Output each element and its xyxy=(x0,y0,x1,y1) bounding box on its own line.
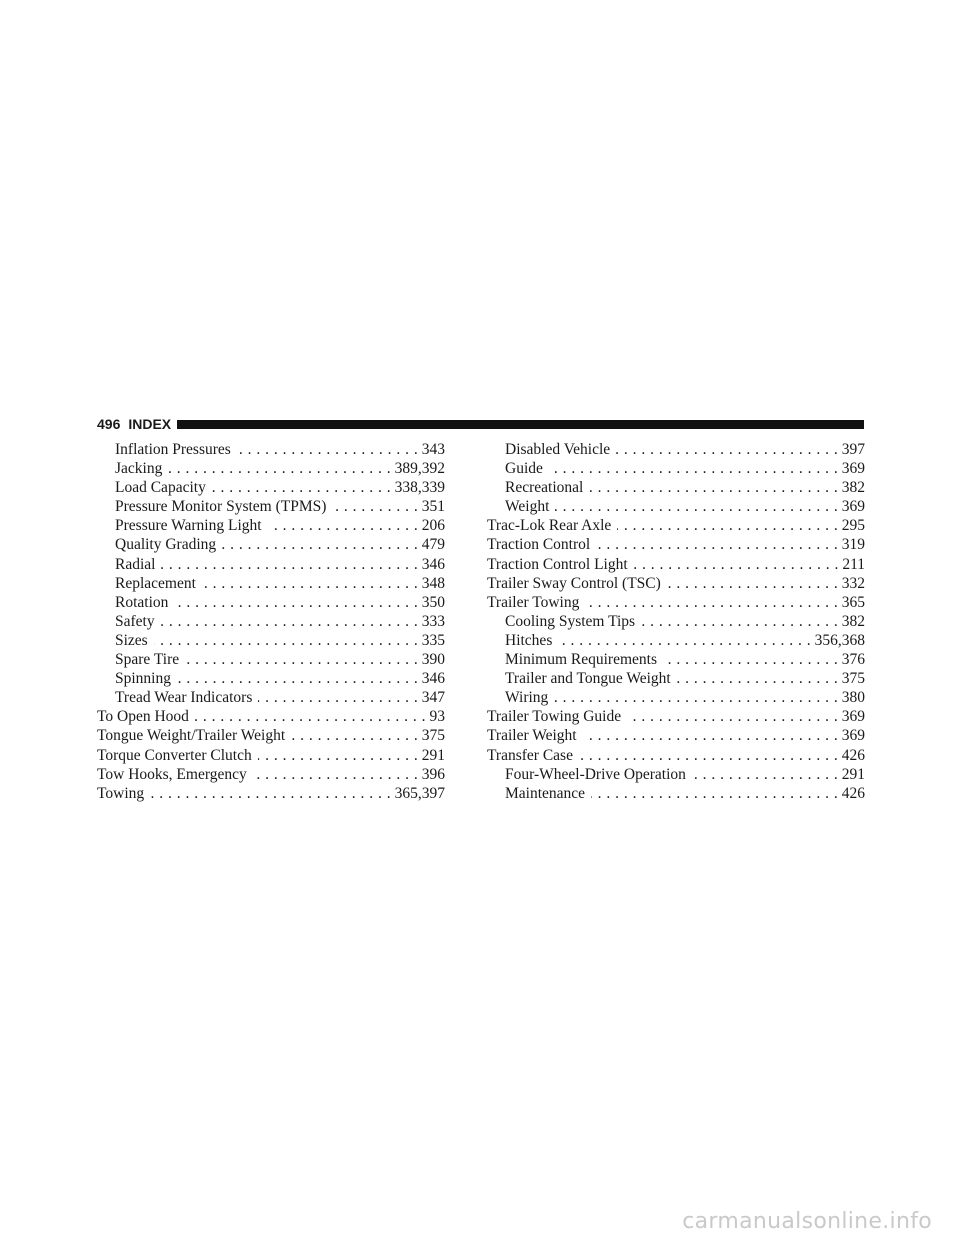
index-page-ref: 348 xyxy=(421,574,445,592)
index-page-ref: 380 xyxy=(841,689,865,707)
dot-leader xyxy=(150,784,390,803)
index-term: Pressure Monitor System (TPMS) xyxy=(115,498,327,516)
index-page-ref: 343 xyxy=(421,441,445,458)
index-term: Trailer Weight xyxy=(487,727,577,745)
dot-leader xyxy=(154,631,418,650)
index-page-ref: 382 xyxy=(841,612,865,630)
index-column-right xyxy=(487,440,865,803)
index-entry xyxy=(97,459,445,478)
index-term: Safety xyxy=(115,612,155,630)
index-entry xyxy=(487,535,865,554)
index-term: Trailer Sway Control (TSC) xyxy=(487,574,661,592)
dot-leader xyxy=(617,516,837,535)
index-term: Spinning xyxy=(115,670,171,688)
index-page-ref: 93 xyxy=(429,708,445,726)
index-term: Inflation Pressures xyxy=(115,441,231,458)
index-term: Trailer Towing xyxy=(487,593,580,611)
dot-leader xyxy=(583,726,838,745)
index-term: Hitches xyxy=(505,631,553,649)
index-entry xyxy=(97,535,445,554)
index-page-ref: 396 xyxy=(421,765,445,783)
index-term: Cooling System Tips xyxy=(505,612,636,630)
dot-leader xyxy=(589,478,837,497)
index-page-ref: 356,368 xyxy=(814,631,865,649)
index-page-ref: 479 xyxy=(421,536,445,554)
index-page-ref: 397 xyxy=(841,441,865,458)
index-entry xyxy=(487,516,865,535)
dot-leader xyxy=(291,726,418,745)
index-column-left xyxy=(97,440,445,803)
dot-leader xyxy=(253,765,418,784)
dot-leader xyxy=(555,497,837,516)
watermark: carmanualsonline.info xyxy=(682,1209,932,1234)
index-entry xyxy=(487,612,865,631)
dot-leader xyxy=(616,440,838,459)
index-page-ref: 332 xyxy=(841,574,865,592)
index-entry xyxy=(97,669,445,688)
index-term: Transfer Case xyxy=(487,746,573,764)
index-page-ref: 346 xyxy=(421,555,445,573)
index-entry xyxy=(97,555,445,574)
dot-leader xyxy=(168,459,390,478)
dot-leader xyxy=(258,746,418,765)
index-page-ref: 206 xyxy=(421,517,445,535)
index-page-ref: 376 xyxy=(841,651,865,669)
index-term: Sizes xyxy=(115,631,148,649)
index-page-ref: 375 xyxy=(841,670,865,688)
index-term: Torque Converter Clutch xyxy=(97,746,252,764)
index-term: To Open Hood xyxy=(97,708,189,726)
index-term: Rotation xyxy=(115,593,169,611)
index-entry xyxy=(97,726,445,745)
index-entry xyxy=(97,631,445,650)
index-page-ref: 211 xyxy=(842,555,865,573)
dot-leader xyxy=(237,440,418,459)
index-entry xyxy=(97,574,445,593)
dot-leader xyxy=(212,478,391,497)
dot-leader xyxy=(667,574,838,593)
index-page-ref: 375 xyxy=(421,727,445,745)
index-entry xyxy=(487,478,865,497)
dot-leader xyxy=(202,574,418,593)
index-entry xyxy=(487,440,865,459)
index-page-ref: 333 xyxy=(421,612,445,630)
dot-leader xyxy=(677,669,838,688)
index-entry xyxy=(487,555,865,574)
index-entry xyxy=(487,726,865,745)
dot-leader xyxy=(627,707,838,726)
index-term: Four-Wheel-Drive Operation xyxy=(505,765,686,783)
index-page-ref: 291 xyxy=(421,746,445,764)
index-entry xyxy=(97,497,445,516)
index-term: Tongue Weight/Trailer Weight xyxy=(97,727,286,745)
index-term: Weight xyxy=(505,498,550,516)
index-entry xyxy=(487,650,865,669)
index-term: Wiring xyxy=(505,689,549,707)
index-term: Tread Wear Indicators xyxy=(115,689,253,707)
index-page-ref: 319 xyxy=(841,536,865,554)
index-page-ref: 365 xyxy=(841,593,865,611)
index-page-ref: 335 xyxy=(421,631,445,649)
index-page-ref: 350 xyxy=(421,593,445,611)
index-term: Trailer Towing Guide xyxy=(487,708,622,726)
index-entry xyxy=(487,707,865,726)
index-entry xyxy=(487,688,865,707)
dot-leader xyxy=(692,765,838,784)
index-page-ref: 351 xyxy=(421,498,445,516)
dot-leader xyxy=(332,497,417,516)
index-entry xyxy=(97,650,445,669)
dot-leader xyxy=(554,688,837,707)
index-entry xyxy=(97,746,445,765)
index-term: Disabled Vehicle xyxy=(505,441,611,458)
dot-leader xyxy=(185,650,418,669)
index-entry xyxy=(97,478,445,497)
index-page-ref: 369 xyxy=(841,498,865,516)
index-entry xyxy=(97,765,445,784)
index-term: Towing xyxy=(97,784,145,802)
header-rule xyxy=(177,420,864,429)
index-term: Trac-Lok Rear Axle xyxy=(487,517,612,535)
index-term: Load Capacity xyxy=(115,479,206,497)
index-page-ref: 365,397 xyxy=(394,784,445,802)
dot-leader xyxy=(549,459,838,478)
index-page-ref: 426 xyxy=(841,746,865,764)
index-entry xyxy=(97,688,445,707)
index-page-ref: 295 xyxy=(841,517,865,535)
index-entry xyxy=(487,459,865,478)
index-entry xyxy=(97,612,445,631)
index-entry xyxy=(487,746,865,765)
index-term: Replacement xyxy=(115,574,196,592)
index-entry xyxy=(97,707,445,726)
index-entry xyxy=(487,669,865,688)
index-page-ref: 369 xyxy=(841,727,865,745)
dot-leader xyxy=(634,555,839,574)
section-title: INDEX xyxy=(128,416,172,432)
index-page-ref: 390 xyxy=(421,651,445,669)
dot-leader xyxy=(161,555,417,574)
index-page-ref: 347 xyxy=(421,689,445,707)
index-term: Guide xyxy=(505,460,543,478)
index-page-ref: 346 xyxy=(421,670,445,688)
index-term: Spare Tire xyxy=(115,651,180,669)
index-term: Traction Control Light xyxy=(487,555,628,573)
dot-leader xyxy=(174,593,417,612)
page-header xyxy=(97,415,864,433)
index-entry xyxy=(97,593,445,612)
page-number: 496 xyxy=(97,416,121,432)
index-term: Tow Hooks, Emergency xyxy=(97,765,247,783)
dot-leader xyxy=(258,688,417,707)
dot-leader xyxy=(596,535,838,554)
dot-leader xyxy=(591,784,838,803)
index-page-ref: 426 xyxy=(841,784,865,802)
index-page-ref: 338,339 xyxy=(394,479,445,497)
index-term: Traction Control xyxy=(487,536,591,554)
dot-leader xyxy=(222,535,418,554)
index-entry xyxy=(97,784,445,803)
index-term: Quality Grading xyxy=(115,536,217,554)
index-entry xyxy=(97,516,445,535)
dot-leader xyxy=(558,631,810,650)
dot-leader xyxy=(161,612,418,631)
index-term: Recreational xyxy=(505,479,584,497)
dot-leader xyxy=(641,612,838,631)
dot-leader xyxy=(579,746,838,765)
dot-leader xyxy=(268,516,418,535)
index-page-ref: 382 xyxy=(841,479,865,497)
index-term: Maintenance xyxy=(505,784,586,802)
index-term: Radial xyxy=(115,555,156,573)
dot-leader xyxy=(585,593,837,612)
index-page-ref: 369 xyxy=(841,460,865,478)
index-entry xyxy=(487,593,865,612)
index-entry xyxy=(487,497,865,516)
index-entry xyxy=(97,440,445,459)
index-entry xyxy=(487,631,865,650)
index-page-ref: 291 xyxy=(841,765,865,783)
index-term: Jacking xyxy=(115,460,163,478)
index-entry xyxy=(487,784,865,803)
index-page-ref: 389,392 xyxy=(394,460,445,478)
index-entry xyxy=(487,765,865,784)
index-entry xyxy=(487,574,865,593)
index-term: Minimum Requirements xyxy=(505,651,657,669)
index-term: Pressure Warning Light xyxy=(115,517,262,535)
index-term: Trailer and Tongue Weight xyxy=(505,670,671,688)
dot-leader xyxy=(177,669,418,688)
dot-leader xyxy=(195,707,426,726)
index-page-ref: 369 xyxy=(841,708,865,726)
dot-leader xyxy=(663,650,838,669)
